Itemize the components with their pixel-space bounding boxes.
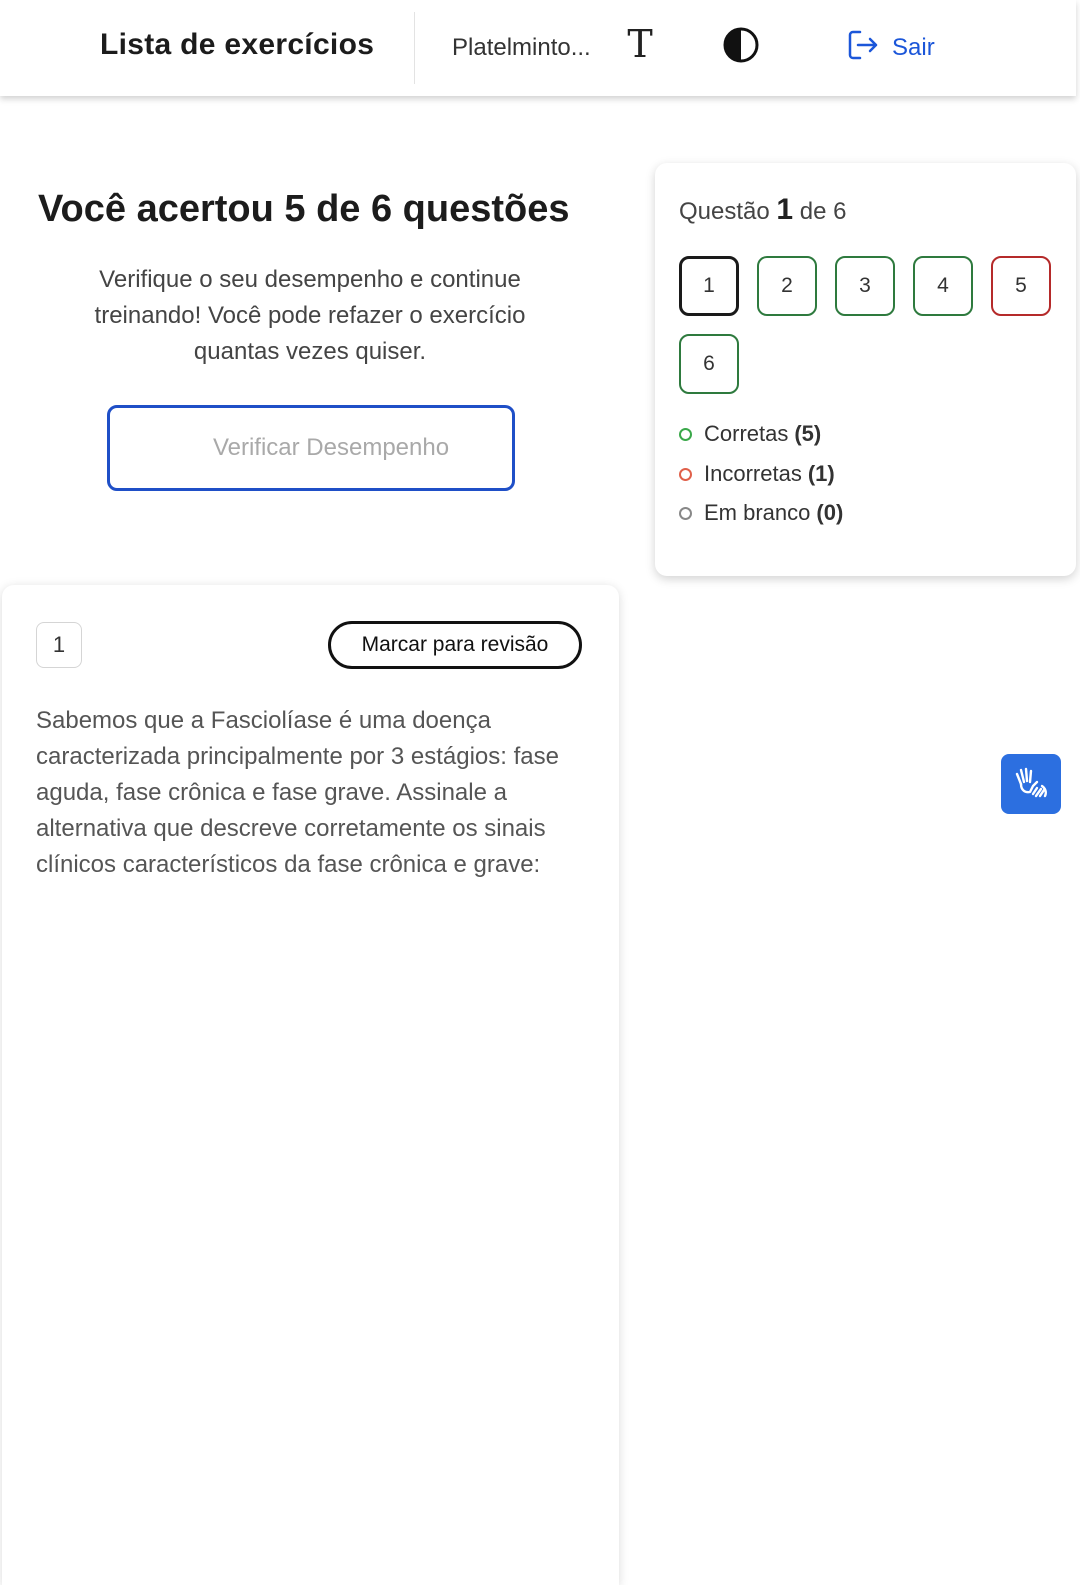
legend-incorrect xyxy=(679,461,835,487)
subject-title: Platelminto... xyxy=(452,34,591,61)
header-divider xyxy=(414,12,415,84)
legend-blank xyxy=(679,500,843,526)
legend-correct xyxy=(679,421,821,447)
question-navigator xyxy=(655,163,1076,576)
verify-performance-button[interactable]: Verificar Desempenho xyxy=(107,405,515,491)
legend-correct-label: Corretas xyxy=(704,421,789,446)
question-card xyxy=(2,585,619,1585)
logout-icon xyxy=(846,28,880,69)
font-size-icon[interactable]: T xyxy=(627,22,653,66)
question-number-badge: 1 xyxy=(36,622,82,668)
sign-language-button[interactable] xyxy=(1001,754,1061,814)
legend-correct-count: (5) xyxy=(794,421,822,446)
question-button-2[interactable]: 2 xyxy=(757,256,817,316)
blank-dot-icon xyxy=(679,507,692,520)
counter-current: 1 xyxy=(776,193,794,226)
legend-blank-label: Em branco xyxy=(704,500,811,525)
legend-incorrect-count: (1) xyxy=(807,461,835,486)
top-bar xyxy=(0,0,1076,96)
question-button-3[interactable]: 3 xyxy=(835,256,895,316)
page-title: Lista de exercícios xyxy=(100,28,375,61)
incorrect-dot-icon xyxy=(679,468,692,481)
question-text: Sabemos que a Fasciolíase é uma doença caracterizada principalmente por 3 estágios: fase aguda, fase crônica e fase grave. Assinale a alternativa que descreve corretamente os sinais clínicos característicos da fase crônica e grave: xyxy=(36,707,559,878)
mark-for-review-button[interactable]: Marcar para revisão xyxy=(328,621,582,669)
question-counter xyxy=(679,193,847,227)
question-button-4[interactable]: 4 xyxy=(913,256,973,316)
logout-button[interactable] xyxy=(846,30,935,66)
question-button-1[interactable]: 1 xyxy=(679,256,739,316)
counter-mid: de xyxy=(799,198,827,225)
counter-total: 6 xyxy=(833,198,847,225)
question-button-6[interactable]: 6 xyxy=(679,334,739,394)
counter-prefix: Questão xyxy=(679,198,770,225)
logout-label: Sair xyxy=(892,34,935,61)
result-title: Você acertou 5 de 6 questões xyxy=(38,188,570,230)
question-button-5[interactable]: 5 xyxy=(991,256,1051,316)
legend-blank-count: (0) xyxy=(816,500,844,525)
correct-dot-icon xyxy=(679,428,692,441)
sign-language-icon xyxy=(1011,762,1051,807)
result-description: Verifique o seu desempenho e continue treinando! Você pode refazer o exercício quantas vezes quiser. xyxy=(94,266,526,365)
legend-incorrect-label: Incorretas xyxy=(704,461,802,486)
contrast-icon[interactable] xyxy=(722,26,760,64)
